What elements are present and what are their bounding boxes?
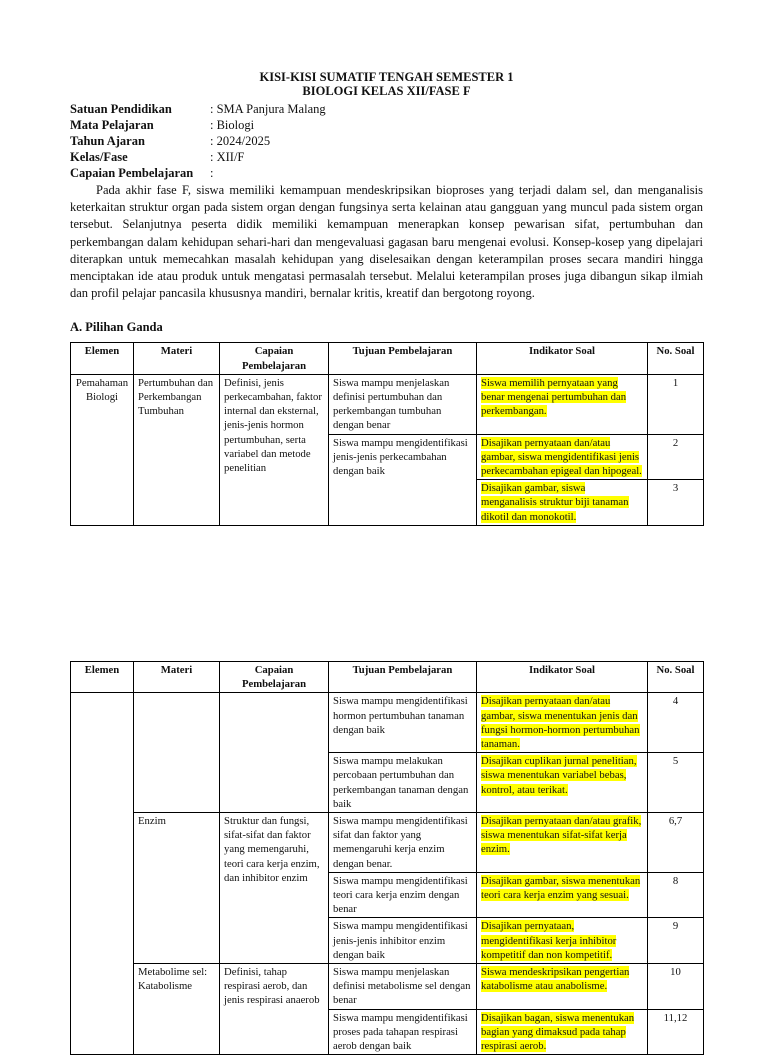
document-info — [70, 101, 703, 181]
no-soal-cell: 9 — [648, 918, 704, 964]
capaian-paragraph: Pada akhir fase F, siswa memiliki kemampuan mendeskripsikan bioproses yang terjadi dalam sel, dan menganalisis keterkaitan struktur organ pada sistem organ dengan fungsinya serta kelainan atau gangguan yang muncul pada sistem organ tersebut. Selanjutnya peserta didik memiliki kemampuan menerapkan konsep pewarisan sifat, pertumbuhan dan perkembangan dalam kehidupan sehari-hari dan mengevaluasi gagasan baru mengenai evolusi. Konsep-kosep yang dipelajari diterapkan untuk memecahkan masalah kehidupan yang diselesaikan dengan keterampilan proses secara mandiri hingga menciptakan ide atau produk untuk mengatasi permasalah tersebut. Melalui keterampilan proses juga dibangun sikap ilmiah dan profil pelajar pancasila khususnya mandiri, bernalar kritis, kreatif dan bergotong royong. — [70, 183, 703, 301]
indikator-text: Disajikan pernyataan dan/atau gambar, siswa menentukan jenis dan fungsi hormon-hormon pertumbuhan tanaman. — [481, 695, 640, 751]
info-row — [70, 133, 703, 149]
table-row — [71, 374, 704, 434]
tujuan-cell: Siswa mampu mengidentifikasi proses pada tahapan respirasi aerob dengan baik — [329, 1009, 477, 1055]
indikator-text: Disajikan bagan, siswa menentukan bagian yang dimaksud pada tahap respirasi aerob. — [481, 1011, 635, 1053]
indikator-text: Siswa mendeskripsikan pengertian katabolisme atau anabolisme. — [481, 966, 630, 993]
capaian-cell: Definisi, jenis perkecambahan, faktor internal dan eksternal, jenis-jenis hormon pertumbuhan, serta variabel dan metode penelitian — [220, 374, 329, 525]
no-soal-cell: 3 — [648, 480, 704, 526]
kisi-kisi-table — [70, 342, 704, 525]
info-label: Tahun Ajaran — [70, 134, 145, 148]
indikator-text: Disajikan cuplikan jurnal penelitian, siswa menentukan variabel bebas, kontrol, atau terikat. — [481, 755, 637, 796]
indikator-cell — [477, 753, 648, 813]
info-row — [70, 101, 703, 117]
indikator-text: Disajikan pernyataan dan/atau grafik, siswa menentukan sifat-sifat kerja enzim. — [481, 815, 642, 856]
no-soal-cell: 2 — [648, 434, 704, 480]
indikator-cell — [477, 374, 648, 434]
no-soal-cell: 4 — [648, 693, 704, 753]
table-row — [71, 964, 704, 1010]
tujuan-cell: Siswa mampu mengidentifikasi jenis-jenis inhibitor enzim dengan baik — [329, 918, 477, 964]
column-header-tujuan: Tujuan Pembelajaran — [329, 343, 477, 374]
column-header-capaian: Capaian Pembelajaran — [220, 662, 329, 693]
indikator-text: Disajikan pernyataan dan/atau gambar, siswa mengidentifikasi jenis perkecambahan epigeal dan hipogeal. — [481, 436, 642, 478]
tujuan-cell: Siswa mampu mengidentifikasi jenis-jenis perkecambahan dengan baik — [329, 434, 477, 525]
info-value: : 2024/2025 — [210, 134, 271, 148]
info-label: Kelas/Fase — [70, 150, 128, 164]
indikator-text: Siswa memilih pernyataan yang benar mengenai pertumbuhan dan perkembangan. — [481, 376, 627, 418]
column-header-no-soal: No. Soal — [648, 343, 704, 374]
document-subtitle: BIOLOGI KELAS XII/FASE F — [302, 84, 471, 98]
materi-cell: Pertumbuhan dan Perkembangan Tumbuhan — [134, 374, 220, 525]
indikator-cell — [477, 434, 648, 480]
document-title: KISI-KISI SUMATIF TENGAH SEMESTER 1 — [259, 70, 514, 84]
tujuan-cell: Siswa mampu melakukan percobaan pertumbuhan dan perkembangan tanaman dengan baik — [329, 753, 477, 813]
materi-cell — [134, 693, 220, 813]
info-row — [70, 149, 703, 165]
column-header-materi: Materi — [134, 343, 220, 374]
no-soal-cell: 6,7 — [648, 813, 704, 873]
tujuan-cell: Siswa mampu menjelaskan definisi pertumbuhan dan perkembangan tumbuhan dengan benar — [329, 374, 477, 434]
no-soal-cell: 5 — [648, 753, 704, 813]
section-heading-pilihan-ganda: A. Pilihan Ganda — [70, 320, 163, 335]
info-label: Capaian Pembelajaran — [70, 166, 194, 180]
materi-cell: Enzim — [134, 813, 220, 964]
capaian-cell: Struktur dan fungsi, sifat-sifat dan faktor yang memengaruhi, teori cara kerja enzim, dan inhibitor enzim — [220, 813, 329, 964]
tujuan-cell: Siswa mampu menjelaskan definisi metabolisme sel dengan benar — [329, 964, 477, 1010]
no-soal-cell: 11,12 — [648, 1009, 704, 1055]
column-header-elemen: Elemen — [71, 343, 134, 374]
info-value: : XII/F — [210, 150, 245, 164]
column-header-indikator: Indikator Soal — [477, 662, 648, 693]
capaian-cell — [220, 693, 329, 813]
indikator-cell — [477, 813, 648, 873]
capaian-cell: Definisi, tahap respirasi aerob, dan jenis respirasi anaerob — [220, 964, 329, 1055]
indikator-cell — [477, 480, 648, 526]
column-header-no-soal: No. Soal — [648, 662, 704, 693]
indikator-cell — [477, 872, 648, 918]
indikator-cell — [477, 693, 648, 753]
no-soal-cell: 8 — [648, 872, 704, 918]
table-header-row — [71, 343, 704, 374]
tujuan-cell: Siswa mampu mengidentifikasi hormon pertumbuhan tanaman dengan baik — [329, 693, 477, 753]
info-label: Satuan Pendidikan — [70, 102, 172, 116]
table-row — [71, 813, 704, 873]
elemen-cell: Pemahaman Biologi — [71, 374, 134, 525]
column-header-elemen: Elemen — [71, 662, 134, 693]
no-soal-cell: 10 — [648, 964, 704, 1010]
no-soal-cell: 1 — [648, 374, 704, 434]
materi-cell: Metabolime sel: Katabolisme — [134, 964, 220, 1055]
info-value: : Biologi — [210, 118, 255, 132]
column-header-materi: Materi — [134, 662, 220, 693]
indikator-cell — [477, 918, 648, 964]
indikator-text: Disajikan gambar, siswa menentukan teori cara kerja enzim yang sesuai. — [481, 874, 641, 902]
tujuan-cell: Siswa mampu mengidentifikasi teori cara kerja enzim dengan benar — [329, 872, 477, 918]
indikator-cell — [477, 1009, 648, 1055]
table-header-row — [71, 662, 704, 693]
column-header-tujuan: Tujuan Pembelajaran — [329, 662, 477, 693]
indikator-text: Disajikan pernyataan, mengidentifikasi kerja inhibitor kompetitif dan non kompetitif. — [481, 920, 617, 961]
column-header-indikator: Indikator Soal — [477, 343, 648, 374]
tujuan-cell: Siswa mampu mengidentifikasi sifat dan faktor yang memengaruhi kerja enzim dengan benar. — [329, 813, 477, 873]
info-row — [70, 165, 703, 181]
info-value: : SMA Panjura Malang — [210, 102, 326, 116]
column-header-capaian: Capaian Pembelajaran — [220, 343, 329, 374]
info-label: Mata Pelajaran — [70, 118, 154, 132]
kisi-kisi-table-continued — [70, 661, 704, 1055]
document-page — [70, 0, 703, 1053]
indikator-text: Disajikan gambar, siswa menganalisis struktur biji tanaman dikotil dan monokotil. — [481, 482, 629, 523]
indikator-cell — [477, 964, 648, 1010]
table-row — [71, 693, 704, 753]
elemen-cell — [71, 693, 134, 1055]
info-value: : — [210, 166, 214, 180]
info-row — [70, 117, 703, 133]
